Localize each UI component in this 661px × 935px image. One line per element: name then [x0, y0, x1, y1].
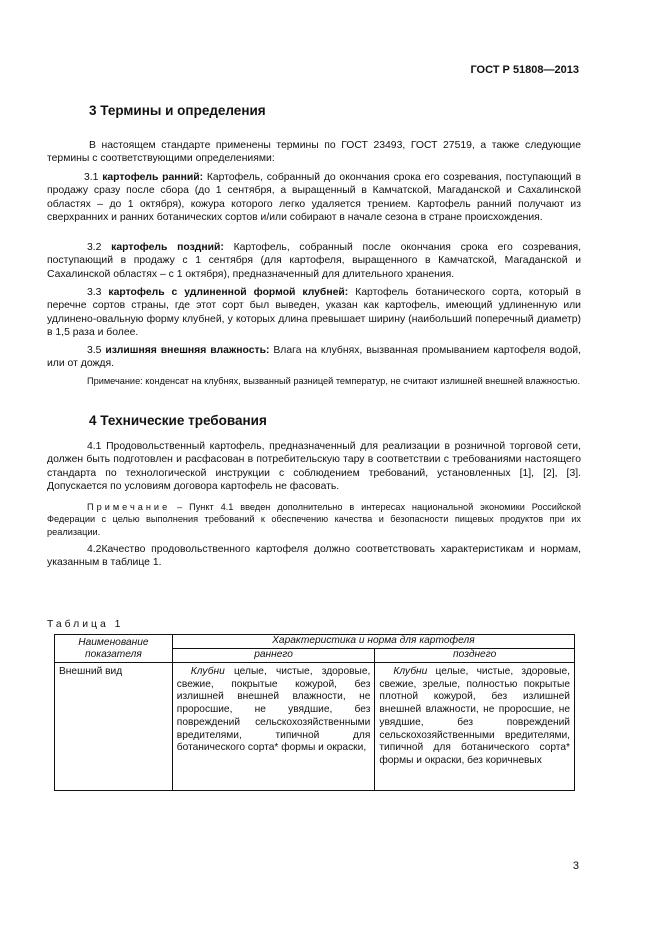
- term-3-3-definition: Картофель ботанического сорта, который в перечне сортов страны, где этот сорт был выведен, указан как картофель, имеющий удлиненную или удлинено-овальную форму клубней, у которых длина превышает ширину (наибольший поперечный диаметр) в 1,5 раза и более.: [47, 287, 581, 338]
- term-3-2-number: 3.2: [87, 242, 102, 253]
- section-3-title: 3 Термины и определения: [89, 103, 266, 118]
- section-3-note: Примечание: конденсат на клубнях, вызванный разницей температур, не считают излишней внешней влажностью.: [87, 376, 581, 386]
- term-3-1-term: картофель ранний:: [102, 172, 204, 183]
- term-3-2-term: картофель поздний:: [111, 242, 224, 253]
- section-4-title: 4 Технические требования: [89, 413, 267, 428]
- document-id: ГОСТ Р 51808—2013: [470, 64, 579, 76]
- term-3-3-number: 3.3: [87, 287, 102, 298]
- cell-early-lead: Клубни: [190, 666, 225, 677]
- cell-late-text: целые, чистые, здоровые, свежие, зрелые, полностью покрытые плотной кожурой, без излишней внешней влажности, не проросшие, не увядшие, без повреждений сельскохозяйственными вредителями, типичной для ботанического сорта* формы и окраски, без коричневых: [379, 666, 570, 766]
- term-3-5-number: 3.5: [87, 345, 102, 356]
- paragraph-4-2: 4.2Качество продовольственного картофеля должно соответствовать характеристикам и нормам, указанным в таблице 1.: [47, 544, 581, 569]
- col-header-early: раннего: [172, 649, 375, 663]
- table-1: [54, 634, 575, 791]
- term-3-1: [47, 171, 581, 224]
- table-header-row: [55, 635, 575, 649]
- term-3-5-definition: Влага на клубнях, вызванная промыванием картофеля водой, или от дождя.: [47, 345, 581, 370]
- cell-late-lead: Клубни: [393, 666, 428, 677]
- term-3-5-term: излишняя внешняя влажность:: [105, 345, 270, 356]
- section-4-note: [47, 501, 581, 538]
- term-3-5: [47, 344, 581, 371]
- term-3-1-number: 3.1: [84, 172, 99, 183]
- row-indicator-name: Внешний вид: [55, 663, 173, 791]
- col-header-group: Характеристика и норма для картофеля: [172, 635, 574, 649]
- term-3-2: [47, 241, 581, 281]
- cell-late: [375, 663, 575, 791]
- term-3-3-term: картофель с удлиненной формой клубней:: [108, 287, 349, 298]
- section-3-intro: В настоящем стандарте применены термины по ГОСТ 23493, ГОСТ 27519, а также следующие термины с соответствующими определениями:: [47, 140, 581, 165]
- col-header-late: позднего: [375, 649, 575, 663]
- term-3-2-definition: Картофель, собранный после окончания срока его созревания, поступающий в продажу с 1 сентября (для картофеля, выращенного в Камчатской, Магаданской и Сахалинской областях – с 1 октября), предназначенный для длительного хранения.: [47, 242, 582, 280]
- cell-early-text: целые, чистые, здоровые, свежие, покрытые кожурой, без излишней внешней влажности, не проросшие, не увядшие, без повреждений сельскохозяйственными вредителями, типичной для ботанического сорта* формы и окраски,: [176, 666, 371, 754]
- note-text: – Пункт 4.1 введен дополнительно в интересах национальной экономики Российской Федерации с целью выполнения требований к обеспечению качества и безопасности пищевых продуктов при их реализации.: [47, 502, 581, 537]
- note-label: Примечание: [87, 502, 171, 512]
- term-3-3: [47, 286, 581, 339]
- col-header-indicator: Наименование показателя: [55, 635, 173, 663]
- page-number: 3: [572, 860, 579, 872]
- term-3-1-definition: Картофель, собранный до окончания срока его созревания, поступающий в продажу сразу после сбора (до 1 сентября, а выращенный в Камчатской, Магаданской и Сахалинской областях – до 1 октября), кожура которого легко удаляется трением. Картофель ранний получают из сверхранних и ранних ботанических сортов и/или собирают в начале сезона в стране происхождения.: [47, 172, 581, 223]
- cell-early: [172, 663, 375, 791]
- table-row: [55, 663, 575, 791]
- table-caption: Таблица 1: [47, 619, 124, 630]
- paragraph-4-1: 4.1 Продовольственный картофель, предназначенный для реализации в розничной торговой сети, должен быть подготовлен и расфасован в потребительскую тару в соответствии с требованиями настоящего стандарта по технологической инструкции с соблюдением требований, установленных [1], [2], [3]. Допускается по условиям договора картофель не фасовать.: [47, 441, 581, 492]
